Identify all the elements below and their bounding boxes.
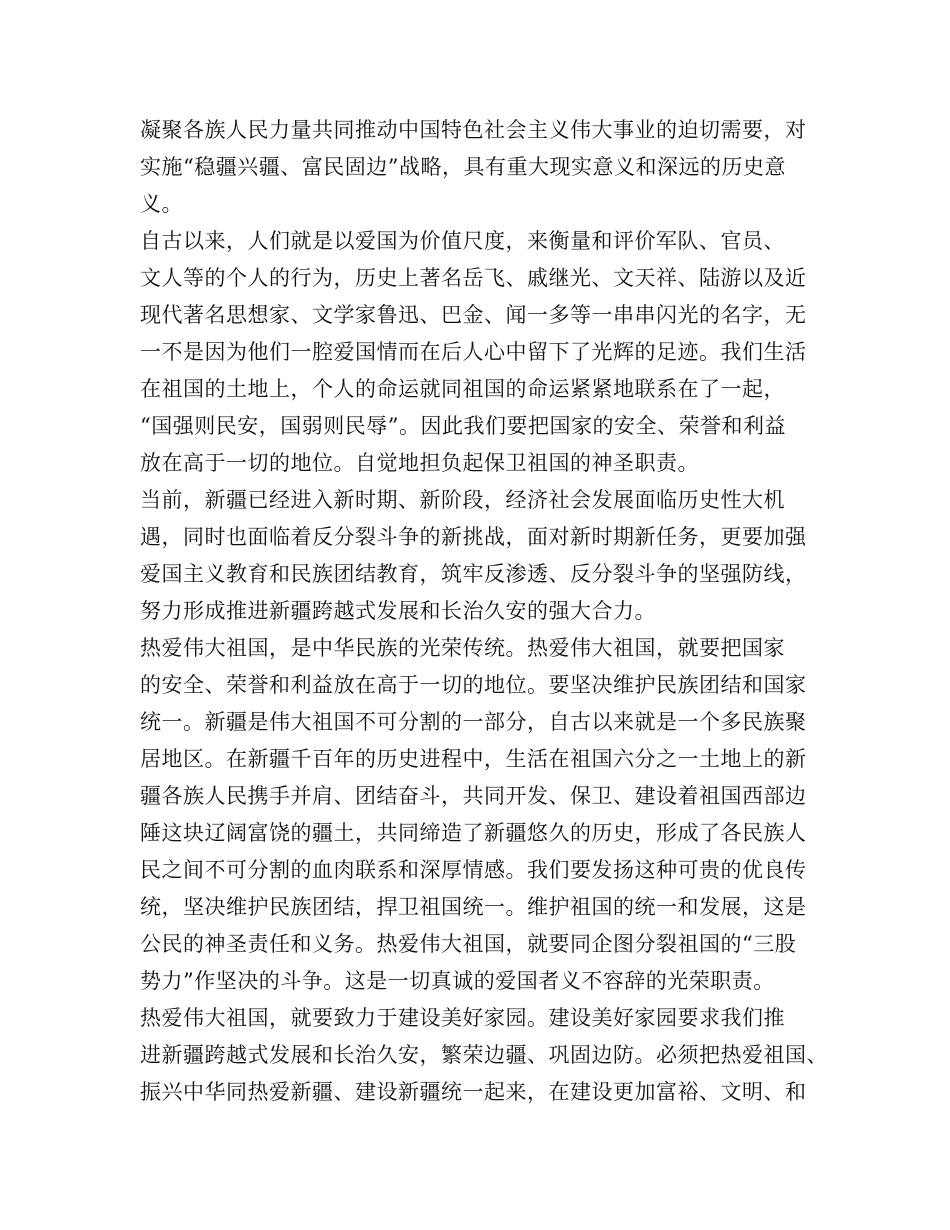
text-line: 疆各族人民携手并肩、团结奋斗，共同开发、保卫、建设着祖国西部边: [140, 784, 807, 808]
text-line: 义。: [140, 192, 183, 216]
text-line: 放在高于一切的地位。自觉地担负起保卫祖国的神圣职责。: [140, 451, 699, 475]
text-line: 民之间不可分割的血肉联系和深厚情感。我们要发扬这种可贵的优良传: [140, 858, 807, 882]
text-line: 公民的神圣责任和义务。热爱伟大祖国，就要同企图分裂祖国的“三股: [140, 932, 797, 956]
text-line: 统，坚决维护民族团结，捍卫祖国统一。维护祖国的统一和发展，这是: [140, 895, 807, 919]
text-line: 凝聚各族人民力量共同推动中国特色社会主义伟大事业的迫切需要，对: [140, 118, 807, 142]
text-line: 爱国主义教育和民族团结教育，筑牢反渗透、反分裂斗争的坚强防线，: [140, 562, 807, 586]
text-line: “国强则民安，国弱则民辱”。因此我们要把国家的安全、荣誉和利益: [140, 414, 786, 438]
text-line: 进新疆跨越式发展和长治久安，繁荣边疆、巩固边防。必须把热爱祖国、: [140, 1043, 828, 1067]
text-line: 热爱伟大祖国，就要致力于建设美好家园。建设美好家园要求我们推: [140, 1006, 785, 1030]
text-line: 陲这块辽阔富饶的疆土，共同缔造了新疆悠久的历史，形成了各民族人: [140, 821, 807, 845]
text-line: 努力形成推进新疆跨越式发展和长治久安的强大合力。: [140, 599, 656, 623]
text-line: 遇，同时也面临着反分裂斗争的新挑战，面对新时期新任务，更要加强: [140, 525, 807, 549]
text-line: 当前，新疆已经进入新时期、新阶段，经济社会发展面临历史性大机: [140, 488, 785, 512]
text-line: 文人等的个人的行为，历史上著名岳飞、戚继光、文天祥、陆游以及近: [140, 266, 807, 290]
text-line: 一不是因为他们一腔爱国情而在后人心中留下了光辉的足迹。我们生活: [140, 340, 807, 364]
text-line: 振兴中华同热爱新疆、建设新疆统一起来，在建设更加富裕、文明、和: [140, 1080, 807, 1104]
text-line: 势力”作坚决的斗争。这是一切真诚的爱国者义不容辞的光荣职责。: [140, 969, 775, 993]
text-line: 自古以来，人们就是以爱国为价值尺度，来衡量和评价军队、官员、: [140, 229, 785, 253]
text-line: 在祖国的土地上，个人的命运就同祖国的命运紧紧地联系在了一起，: [140, 377, 785, 401]
text-line: 实施“稳疆兴疆、富民固边”战略，具有重大现实意义和深远的历史意: [140, 155, 786, 179]
text-line: 热爱伟大祖国，是中华民族的光荣传统。热爱伟大祖国，就要把国家: [140, 636, 785, 660]
text-line: 居地区。在新疆千百年的历史进程中，生活在祖国六分之一土地上的新: [140, 747, 807, 771]
text-line: 统一。新疆是伟大祖国不可分割的一部分，自古以来就是一个多民族聚: [140, 710, 807, 734]
text-line: 现代著名思想家、文学家鲁迅、巴金、闻一多等一串串闪光的名字，无: [140, 303, 807, 327]
text-line: 的安全、荣誉和利益放在高于一切的地位。要坚决维护民族团结和国家: [140, 673, 807, 697]
